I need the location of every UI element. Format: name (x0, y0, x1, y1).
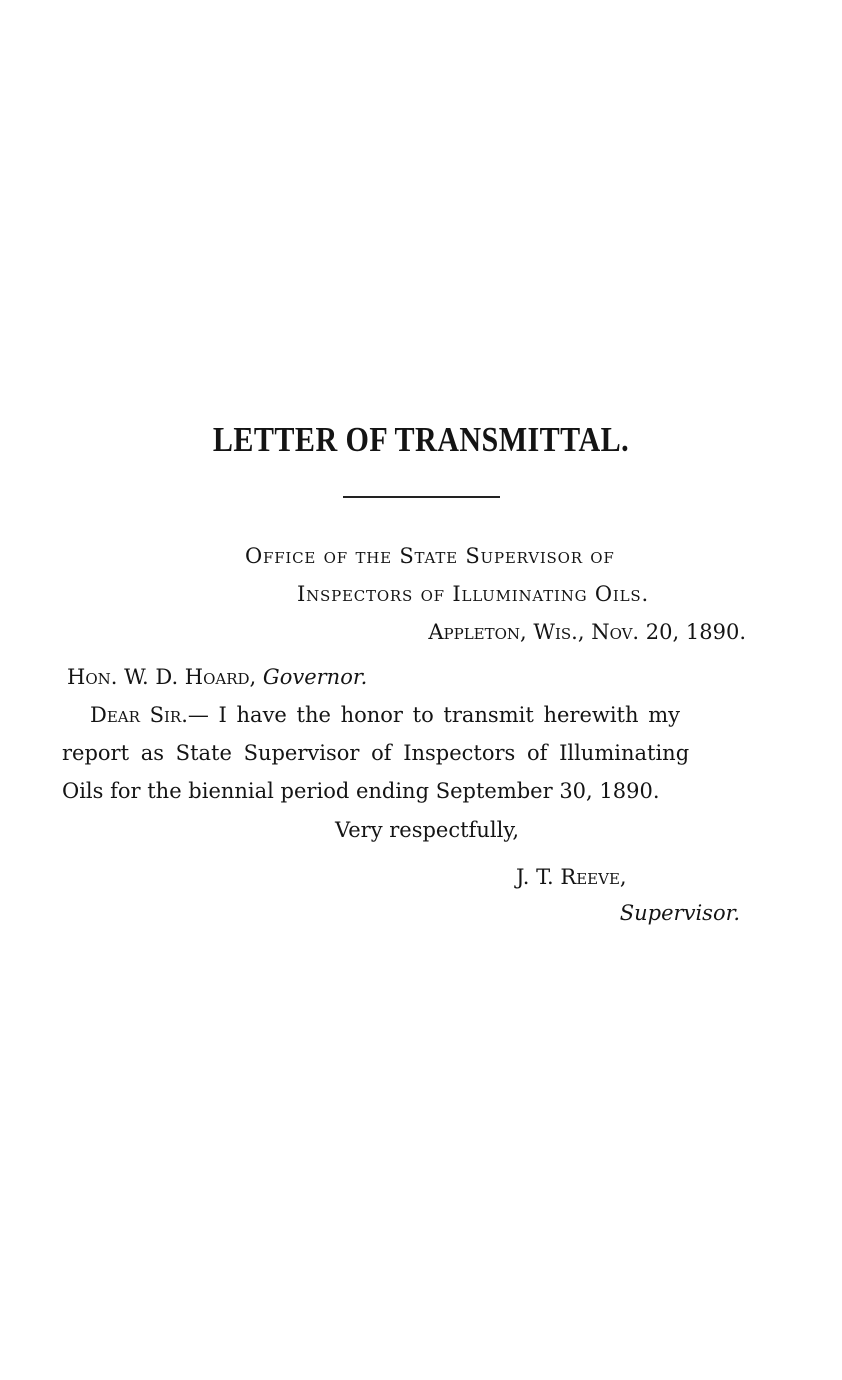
salutation: Dear Sir. (90, 703, 188, 727)
place-date-line (428, 619, 746, 645)
page-title: LETTER OF TRANSMITTAL. (212, 420, 630, 459)
body-line-1 (90, 702, 680, 728)
signature-name: J. T. Reeve, (516, 865, 627, 889)
closing: Very respectfully, (335, 818, 520, 842)
addressee-line (67, 664, 367, 690)
body-line-1-text: — I have the honor to transmit herewith my (187, 703, 680, 727)
title-rule (343, 496, 500, 498)
addressee-title: Governor. (262, 665, 368, 689)
place-date-smallcaps: Appleton, Wis., Nov. (428, 620, 640, 644)
body-line-3: Oils for the biennial period ending September 30, 1890. (62, 779, 660, 803)
signature-title: Supervisor. (619, 901, 740, 925)
office-line-1: Office of the State Supervisor of (245, 544, 615, 568)
addressee-name: Hon. W. D. Hoard, (67, 665, 257, 689)
office-line-2: Inspectors of Illuminating Oils. (297, 582, 649, 606)
body-line-2: report as State Supervisor of Inspectors of Illuminating (62, 741, 690, 765)
place-date-rest: 20, 1890. (639, 620, 746, 644)
